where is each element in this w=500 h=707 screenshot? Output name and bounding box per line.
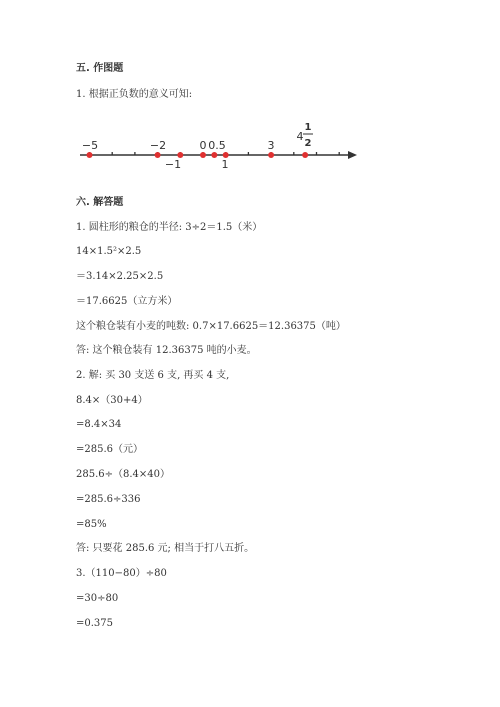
answer-line-2: 14×1.5²×2.5 [76,246,142,257]
label-minus-5: −5 [81,139,99,152]
answer-line-7: 2. 解: 买 30 支送 6 支, 再买 4 支, [76,370,230,381]
answer-line-11: 285.6÷（8.4×40） [76,469,171,480]
number-line-point [302,152,308,158]
label-minus-2: −2 [149,139,167,152]
fraction-numerator: 1 [304,122,312,133]
answer-line-5: 这个粮仓装有小麦的吨数: 0.7×17.6625＝12.36375（吨） [76,321,346,332]
answer-line-6: 答: 这个粮仓装有 12.36375 吨的小麦。 [76,345,257,356]
answer-line-14: 答: 只要花 285.6 元; 相当于打八五折。 [76,543,255,554]
number-line-point [211,152,217,158]
fraction-denominator: 2 [304,138,312,149]
answer-line-1: 1. 圆柱形的粮仓的半径: 3÷2＝1.5（米） [76,222,263,233]
number-line-point [200,152,206,158]
answer-line-10: =285.6（元） [76,444,144,455]
answer-line-13: =85% [76,519,107,530]
answer-line-3: ＝3.14×2.25×2.5 [76,271,164,282]
label-minus-1: −1 [164,158,182,171]
answer-line-9: =8.4×34 [76,419,122,430]
number-line [76,118,366,173]
number-line-point [155,152,161,158]
label-zero: 0 [199,139,207,152]
answer-line-8: 8.4×（30+4） [76,395,148,406]
label-one: 1 [221,158,229,171]
label-three: 3 [267,139,275,152]
number-line-point [87,152,93,158]
answer-line-17: =0.375 [76,618,114,629]
fraction-whole: 4 [296,130,304,143]
answer-line-15: 3.（110−80）÷80 [76,568,167,579]
section-5-title: 五. 作图题 [76,63,124,74]
number-line-point [268,152,274,158]
answer-line-12: =285.6÷336 [76,494,141,505]
question-1-text: 1. 根据正负数的意义可知: [76,89,193,100]
label-four-and-a-half [297,122,314,149]
number-line-arrow-icon [348,151,357,159]
answer-line-16: =30÷80 [76,593,119,604]
label-zero-point-five: 0.5 [208,139,226,152]
answer-line-4: ＝17.6625（立方米） [76,296,178,307]
section-6-title: 六. 解答题 [76,197,124,208]
